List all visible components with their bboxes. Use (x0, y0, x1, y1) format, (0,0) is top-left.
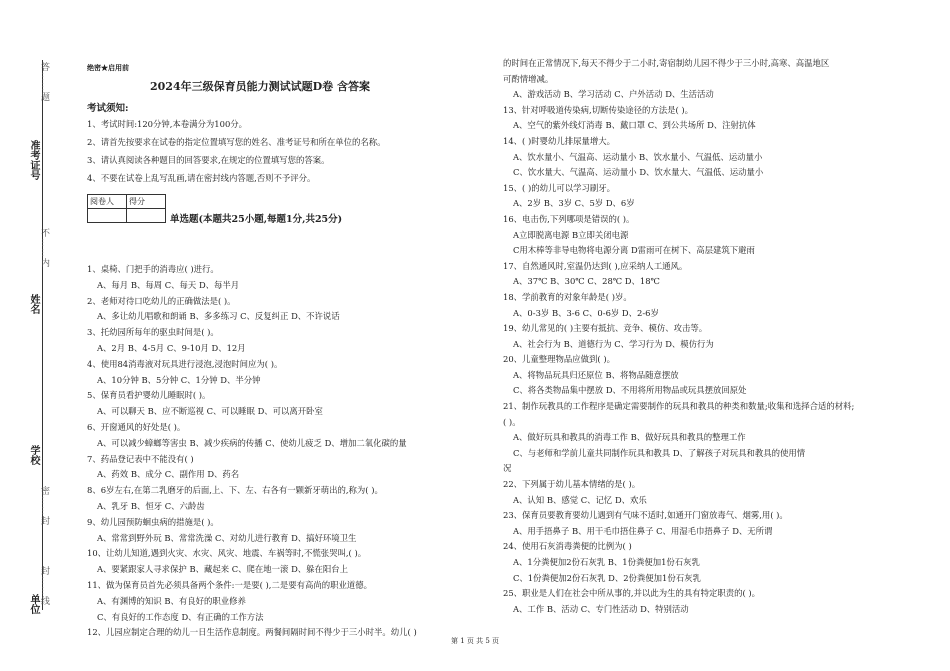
option-line: A、将物品玩具归还原位 B、将物品随意摆放 (513, 369, 679, 380)
option-line: A、0-3岁 B、3-6 C、0-6岁 D、2-6岁 (513, 307, 659, 318)
unit-label: 单位 (28, 594, 39, 614)
question-line: 21、制作玩教具的工作程序是确定需要制作的玩具和教具的种类和数量;收集和选择合适的材料; (503, 401, 855, 412)
option-line: A、常常到野外玩 B、常常洗澡 C、对幼儿进行教育 D、搞好环境卫生 (97, 532, 357, 543)
option-line: A立即脱离电源 B立即关闭电源 (513, 229, 629, 240)
option-line: A、2岁 B、3岁 C、5岁 D、6岁 (513, 198, 635, 209)
option-line: A、1分粪便加2份石灰乳 B、1份粪便加1份石灰乳 (513, 557, 700, 567)
question-line: 13、针对呼吸道传染病,切断传染途径的方法是( )。 (503, 104, 694, 115)
option-line: A、多让幼儿唱歌和朗诵 B、多多练习 C、反复纠正 D、不许说话 (97, 311, 340, 322)
score-table (87, 194, 166, 223)
question-line: 12、儿园应制定合理的幼儿一日生活作息制度。两餐间隔时间不得少于三小时半。幼儿( ) (87, 627, 417, 638)
notice-list (87, 115, 385, 187)
name-label: 姓名 (28, 294, 39, 314)
question-line: 15、( )的幼儿可以学习刷牙。 (503, 182, 615, 193)
question-line: 可酌情增减。 (503, 73, 554, 84)
left-column (87, 262, 417, 641)
notice-item: 4、不要在试卷上乱写乱画,请在密封线内答题,否则不予评分。 (87, 173, 316, 183)
option-line: A、药效 B、成分 C、副作用 D、药名 (97, 469, 240, 480)
school-label: 学校 (28, 445, 39, 465)
page-footer: 第 1 页 共 5 页 (450, 637, 500, 645)
question-line: 17、自然通风时,室温仍达到( ),应采纳人工通风。 (503, 260, 688, 271)
question-line: 16、电击伤,下列哪项是错误的( )。 (503, 213, 635, 224)
question-line: 2、老师对待口吃幼儿的正确做法是( )。 (87, 295, 236, 306)
question-line: 1、桌椅、门把手的消毒应( )进行。 (87, 264, 219, 274)
notice-heading: 考试须知: (87, 103, 129, 114)
question-line: 20、儿童整理物品应做到( )。 (503, 354, 615, 365)
question-line: 11、做为保育员首先必须具备两个条件:一是要( ),二是要有高尚的职业道德。 (87, 579, 372, 590)
notice-item: 3、请认真阅读各种题目的回答要求,在规定的位置填写您的答案。 (87, 155, 330, 165)
secret-mark: 绝密★启用前 (87, 63, 129, 72)
option-line: A、有渊博的知识 B、有良好的职业修养 (97, 595, 246, 606)
option-line: A、乳牙 B、恒牙 C、六龄齿 (97, 500, 205, 511)
question-line: 9、幼儿园预防蛔虫病的措施是( )。 (87, 516, 219, 527)
question-line: 5、保育员看护婴幼儿睡眠时( )。 (87, 390, 211, 401)
option-line: C、将各类物品集中摆放 D、不用将所用物品或玩具摆放回原处 (513, 385, 747, 396)
question-line: 10、让幼儿知道,遇到火灾、水灾、风灾、地震、车祸等时,不慌张哭叫,( )。 (87, 548, 367, 559)
question-line: 14、( )时婴幼儿排尿量增大。 (503, 135, 615, 146)
question-line: 3、托幼园所每年的驱虫时间是( )。 (87, 327, 219, 338)
question-line: 24、使用石灰消毒粪便的比例为( ) (503, 541, 632, 552)
seal-text-3: 密……封 (39, 486, 49, 526)
option-line: C、有良好的工作态度 D、有正确的工作方法 (97, 611, 264, 622)
question-line: 6、开窗通风的好处是( )。 (87, 421, 186, 432)
question-line: 23、保育员要教育要幼儿遇到有气味不适时,如通开门窗放毒气、烟雾,用( )。 (503, 510, 788, 521)
seal-text-2: 不……内 (39, 228, 49, 268)
score-input-cell[interactable] (127, 209, 166, 223)
score-cell: 得分 (127, 195, 166, 209)
option-line: A、要紧跟家人寻求保护 B、藏起来 C、爬在地一滚 D、躲在阳台上 (97, 564, 349, 575)
option-line: A、37℃ B、30℃ C、28℃ D、18℃ (513, 276, 660, 287)
question-line: 况 (503, 463, 512, 474)
option-line: C、与老师和学前儿童共同制作玩具和教具 D、了解孩子对玩具和教具的使用情 (513, 447, 806, 458)
option-line: A、可以聊天 B、应不断巡视 C、可以睡眠 D、可以离开卧室 (97, 406, 323, 417)
question-line: ( )。 (503, 416, 521, 427)
question-line: 18、学前教育的对象年龄是( )岁。 (503, 291, 632, 302)
notice-item: 2、请首先按要求在试卷的指定位置填写您的姓名、准考证号和所在单位的名称。 (87, 137, 386, 147)
notice-item: 1、考试时间:120分钟,本卷满分为100分。 (87, 119, 248, 129)
option-line: C用木棒等非导电物将电源分离 D雷雨可在树下、高层建筑下避雨 (513, 245, 755, 256)
option-line: A、空气的紫外线灯消毒 B、戴口罩 C、到公共场所 D、注射抗体 (513, 120, 756, 131)
question-line: 4、使用84消毒液对玩具进行浸泡,浸泡时间应为( )。 (87, 358, 283, 369)
option-line: A、社会行为 B、道德行为 C、学习行为 D、模仿行为 (513, 338, 714, 349)
option-line: A、用手捂鼻子 B、用干毛巾捂住鼻子 C、用湿毛巾捂鼻子 D、无所谓 (513, 525, 773, 536)
option-line: A、10分钟 B、5分钟 C、1分钟 D、半分钟 (97, 374, 261, 385)
right-column (503, 56, 854, 617)
question-line: 的时间在正常情况下,每天不得少于二小时,寄宿制幼儿园不得少于三小时,高寒、高温地区 (503, 58, 830, 68)
question-line: 7、药品登记表中不能没有( ) (87, 453, 194, 464)
section-heading: 单选题(本题共25小题,每题1分,共25分) (170, 214, 343, 225)
option-line: A、可以减少蟑螂等害虫 B、减少疾病的传播 C、使幼儿疲乏 D、增加二氧化碳的量 (97, 437, 407, 448)
grader-cell: 阅卷人 (88, 195, 127, 209)
option-line: A、每月 B、每周 C、每天 D、每半月 (97, 279, 240, 290)
option-line: A、认知 B、感觉 C、记忆 D、欢乐 (513, 494, 647, 505)
option-line: C、1份粪便加2份石灰乳 D、2份粪便加1份石灰乳 (513, 572, 701, 583)
question-line: 22、下列属于幼儿基本情绪的是( )。 (503, 479, 641, 490)
seal-text-1: 答……题 (39, 62, 49, 102)
question-line: 19、幼儿常见的( )主要有抵抗、竞争、模仿、攻击等。 (503, 323, 708, 334)
option-line: A、游戏活动 B、学习活动 C、户外活动 D、生活活动 (513, 89, 714, 100)
question-line: 25、职业是人们在社会中所从事的,并以此为生的具有特定职责的( )。 (503, 588, 761, 599)
seal-line (42, 60, 43, 610)
option-line: A、工作 B、活动 C、专门性活动 D、特别活动 (513, 603, 689, 614)
question-line: 8、6岁左右,在第二乳磨牙的后面,上、下、左、右各有一颗新牙萌出的,称为( )。 (87, 485, 383, 496)
exam-number-label: 准考证号 (28, 140, 39, 180)
binding-strip (0, 0, 60, 671)
page-title: 2024年三级保育员能力测试试题D卷 含答案 (150, 80, 370, 93)
option-line: A、饮水量小、气温高、运动量小 B、饮水量小、气温低、运动量小 (513, 151, 763, 162)
option-line: A、2月 B、4-5月 C、9-10月 D、12月 (97, 342, 246, 353)
seal-text-4: 封……线 (39, 566, 49, 606)
option-line: C、饮水量大、气温高、运动量小 D、饮水量大、气温低、运动量小 (513, 167, 764, 178)
option-line: A、做好玩具和教具的消毒工作 B、做好玩具和教具的整理工作 (513, 432, 746, 443)
